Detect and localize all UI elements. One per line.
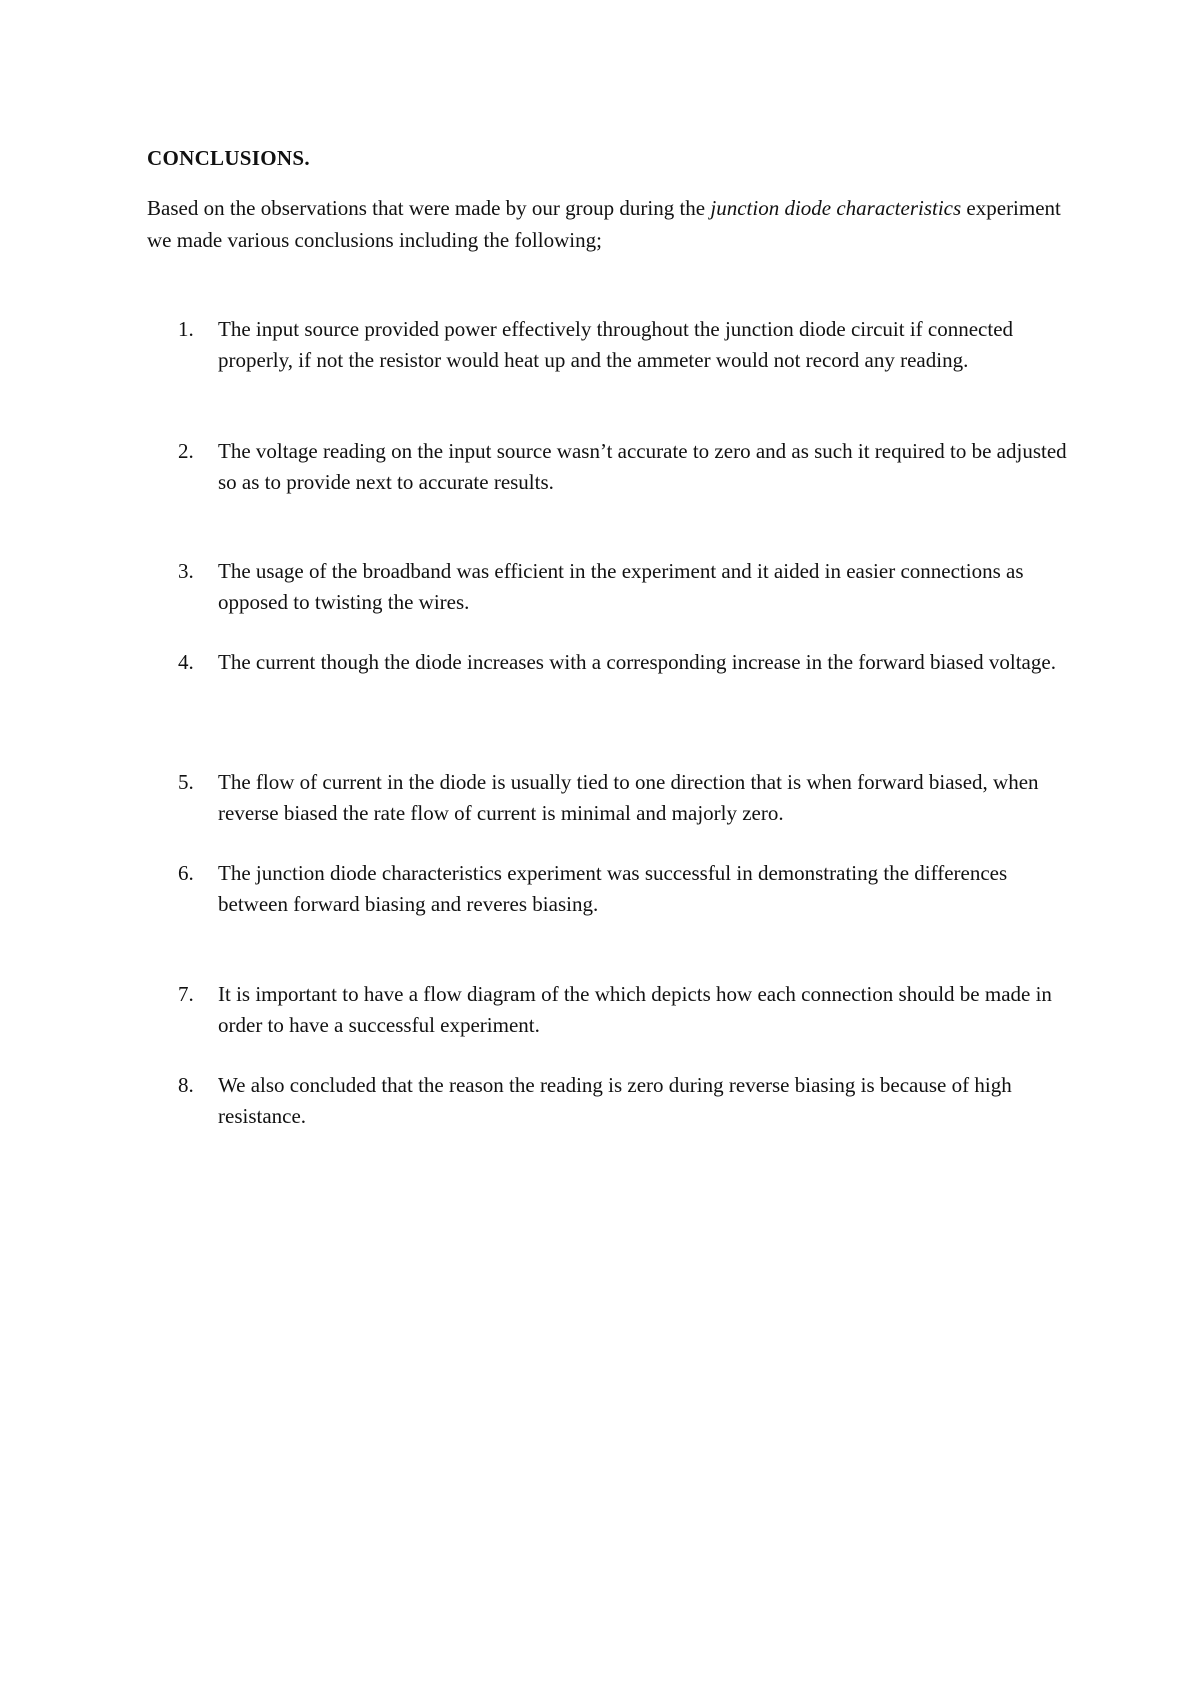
list-item-number: 1. <box>178 317 194 341</box>
intro-italic-term2: characteristics <box>836 196 962 220</box>
intro-italic-term1: junction diode <box>710 196 832 220</box>
page-title: CONCLUSIONS. <box>147 146 310 170</box>
list-item-2 <box>178 436 1078 498</box>
list-item-number: 8. <box>178 1073 194 1097</box>
list-item-number: 2. <box>178 439 194 463</box>
intro-text-part3: experiment we made various conclusions including the following; <box>147 196 1061 252</box>
list-item-7 <box>178 979 1078 1041</box>
list-item-text: The usage of the broadband was efficient in the experiment and it aided in easier connections as opposed to twisting the wires. <box>218 559 1024 614</box>
list-item-number: 6. <box>178 861 194 885</box>
list-item-text: The input source provided power effectively throughout the junction diode circuit if connected properly, if not the resistor would heat up and the ammeter would not record any reading. <box>218 317 1014 372</box>
list-item-number: 7. <box>178 982 194 1006</box>
intro-text-part1: Based on the observations that were made by our group during the <box>147 196 711 220</box>
list-item-text: The voltage reading on the input source wasn’t accurate to zero and as such it required to be adjusted so as to provide next to accurate results. <box>218 439 1067 494</box>
list-item-4 <box>178 647 1078 678</box>
list-item-8 <box>178 1070 1078 1132</box>
list-item-6 <box>178 858 1078 920</box>
list-item-number: 3. <box>178 559 194 583</box>
list-item-3 <box>178 556 1078 618</box>
intro-paragraph <box>147 192 1077 256</box>
list-item-text: The flow of current in the diode is usually tied to one direction that is when forward biased, when reverse biased the rate flow of current is minimal and majorly zero. <box>218 770 1039 825</box>
list-item-text: The current though the diode increases with a corresponding increase in the forward biased voltage. <box>218 650 1056 674</box>
list-item-number: 4. <box>178 650 194 674</box>
list-item-text: We also concluded that the reason the reading is zero during reverse biasing is because of high resistance. <box>218 1073 1012 1128</box>
list-item-5 <box>178 767 1078 829</box>
list-item-number: 5. <box>178 770 194 794</box>
list-item-text: It is important to have a flow diagram of the which depicts how each connection should be made in order to have a successful experiment. <box>218 982 1052 1037</box>
list-item-text: The junction diode characteristics experiment was successful in demonstrating the differences between forward biasing and reveres biasing. <box>218 861 1008 916</box>
list-item-1 <box>178 314 1078 376</box>
